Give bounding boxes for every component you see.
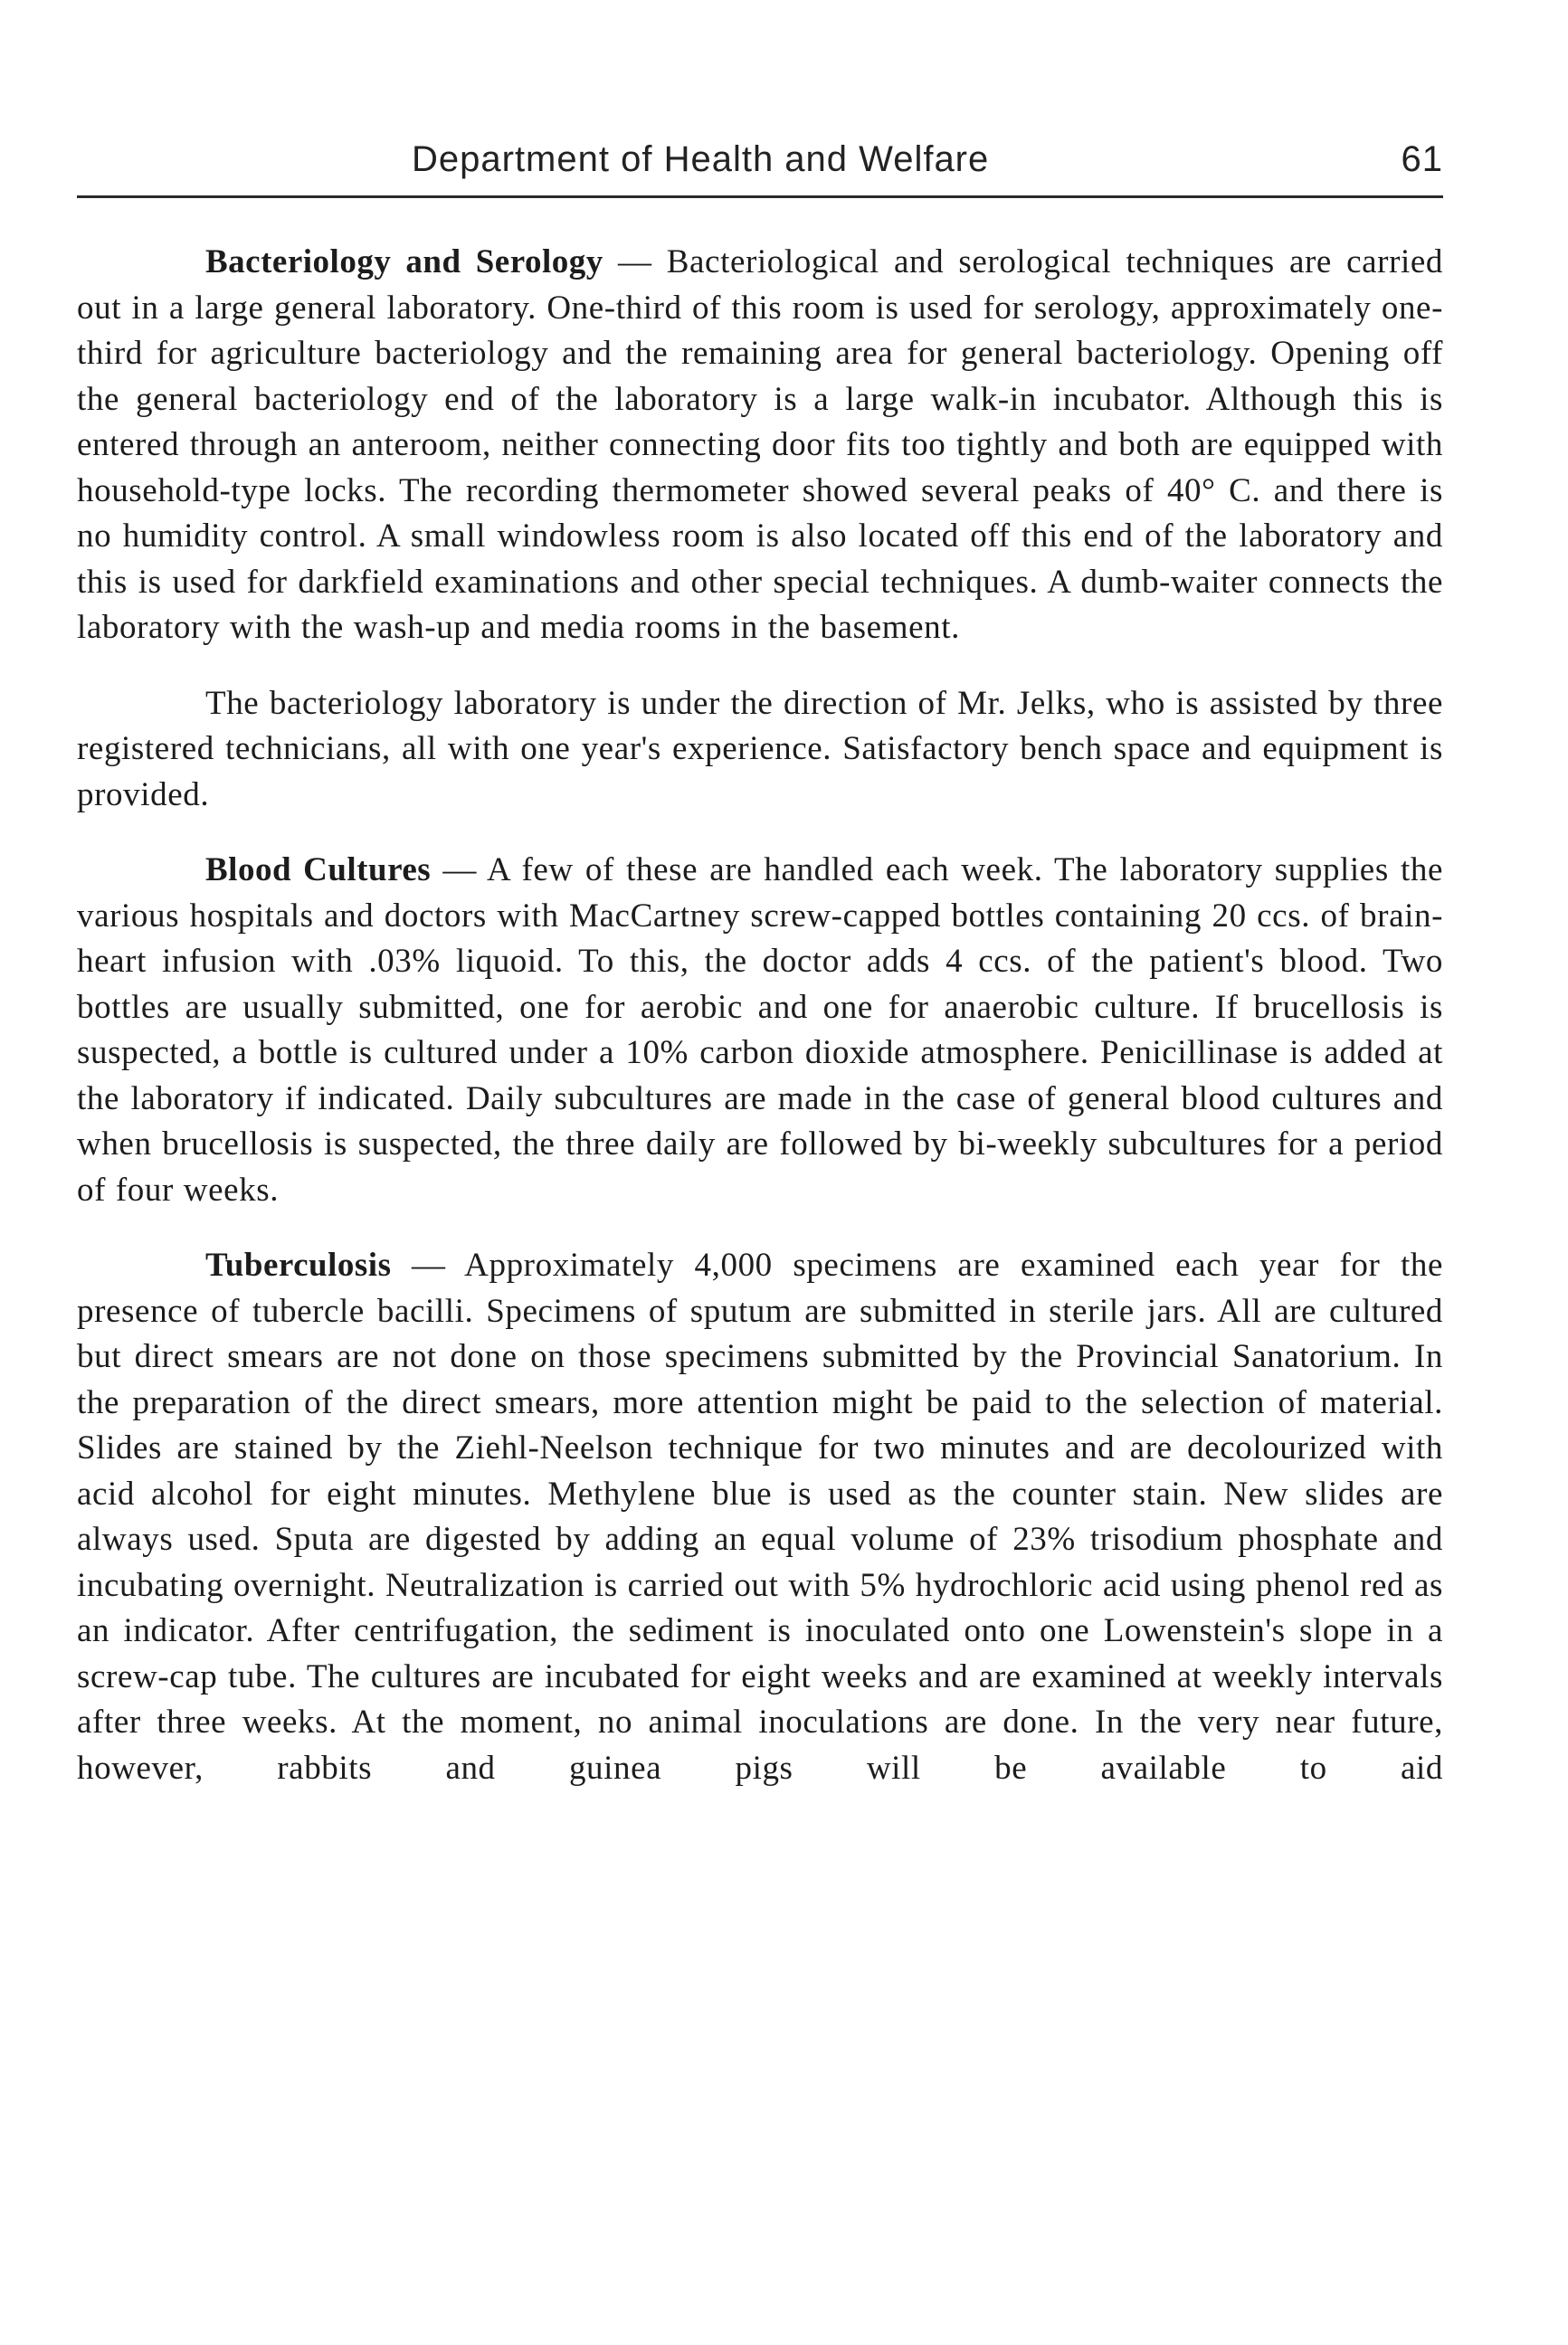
paragraph-tuberculosis xyxy=(77,1243,1443,1791)
running-header xyxy=(77,136,1443,198)
paragraph-heading: Tuberculosis xyxy=(205,1247,392,1284)
paragraph-text: — Bacteriological and serological techniques are carried out in a large general laboratory. One-third of this room is used for serology, approximately one-third for agriculture bacteriology and the remaining area for general bacteriology. Opening off the general bacteriology end of the laboratory is a large walk-in incubator. Although this is entered through an anteroom, neither connecting door fits too tightly and both are equipped with household-type locks. The recording thermometer showed several peaks of 40° C. and there is no humidity control. A small windowless room is also located off this end of the laboratory and this is used for darkfield examinations and other special techniques. A dumb-waiter connects the laboratory with the wash-up and media rooms in the basement. xyxy=(77,243,1444,646)
paragraph-bacteriology-serology xyxy=(77,240,1443,651)
page-number: 61 xyxy=(1401,139,1443,179)
paragraph-heading: Bacteriology and Serology xyxy=(205,243,603,280)
body-text xyxy=(77,240,1443,1791)
paragraph-text: The bacteriology laboratory is under the direction of Mr. Jelks, who is assisted by three registered technicians, all with one year's experience. Satisfactory bench space and equipment is provided. xyxy=(77,684,1443,813)
header-title: Department of Health and Welfare xyxy=(412,139,990,179)
paragraph-text: — A few of these are handled each week. The laboratory supplies the various hospitals and doctors with MacCartney screw-capped bottles containing 20 ccs. of brain-heart infusion with .03% liquoid. To this, the doctor adds 4 ccs. of the patient's blood. Two bottles are usually submitted, one for aerobic and one for anaerobic culture. If brucellosis is suspected, a bottle is cultured under a 10% carbon dioxide atmosphere. Penicillinase is added at the laboratory if indicated. Daily subcultures are made in the case of general blood cultures and when brucellosis is suspected, the three daily are followed by bi-weekly subcultures for a period of four weeks. xyxy=(77,851,1443,1209)
paragraph-text: — Approximately 4,000 specimens are examined each year for the presence of tubercle bacilli. Specimens of sputum are submitted in sterile jars. All are cultured but direct smears are not done on those specimens submitted by the Provincial Sanatorium. In the preparation of the direct smears, more attention might be paid to the selection of material. Slides are stained by the Ziehl-Neelson technique for two minutes and are decolourized with acid alcohol for eight minutes. Methylene blue is used as the counter stain. New slides are always used. Sputa are digested by adding an equal volume of 23% trisodium phosphate and incubating overnight. Neutralization is carried out with 5% hydrochloric acid using phenol red as an indicator. After centrifugation, the sediment is inoculated onto one Lowenstein's slope in a screw-cap tube. The cultures are incubated for eight weeks and are examined at weekly intervals after three weeks. At the moment, no animal inoculations are done. In the very near future, however, rabbits and guinea pigs will be available to aid xyxy=(77,1247,1443,1787)
paragraph-blood-cultures xyxy=(77,848,1443,1213)
paragraph-heading: Blood Cultures xyxy=(205,851,432,888)
paragraph-laboratory-staff xyxy=(77,681,1443,819)
